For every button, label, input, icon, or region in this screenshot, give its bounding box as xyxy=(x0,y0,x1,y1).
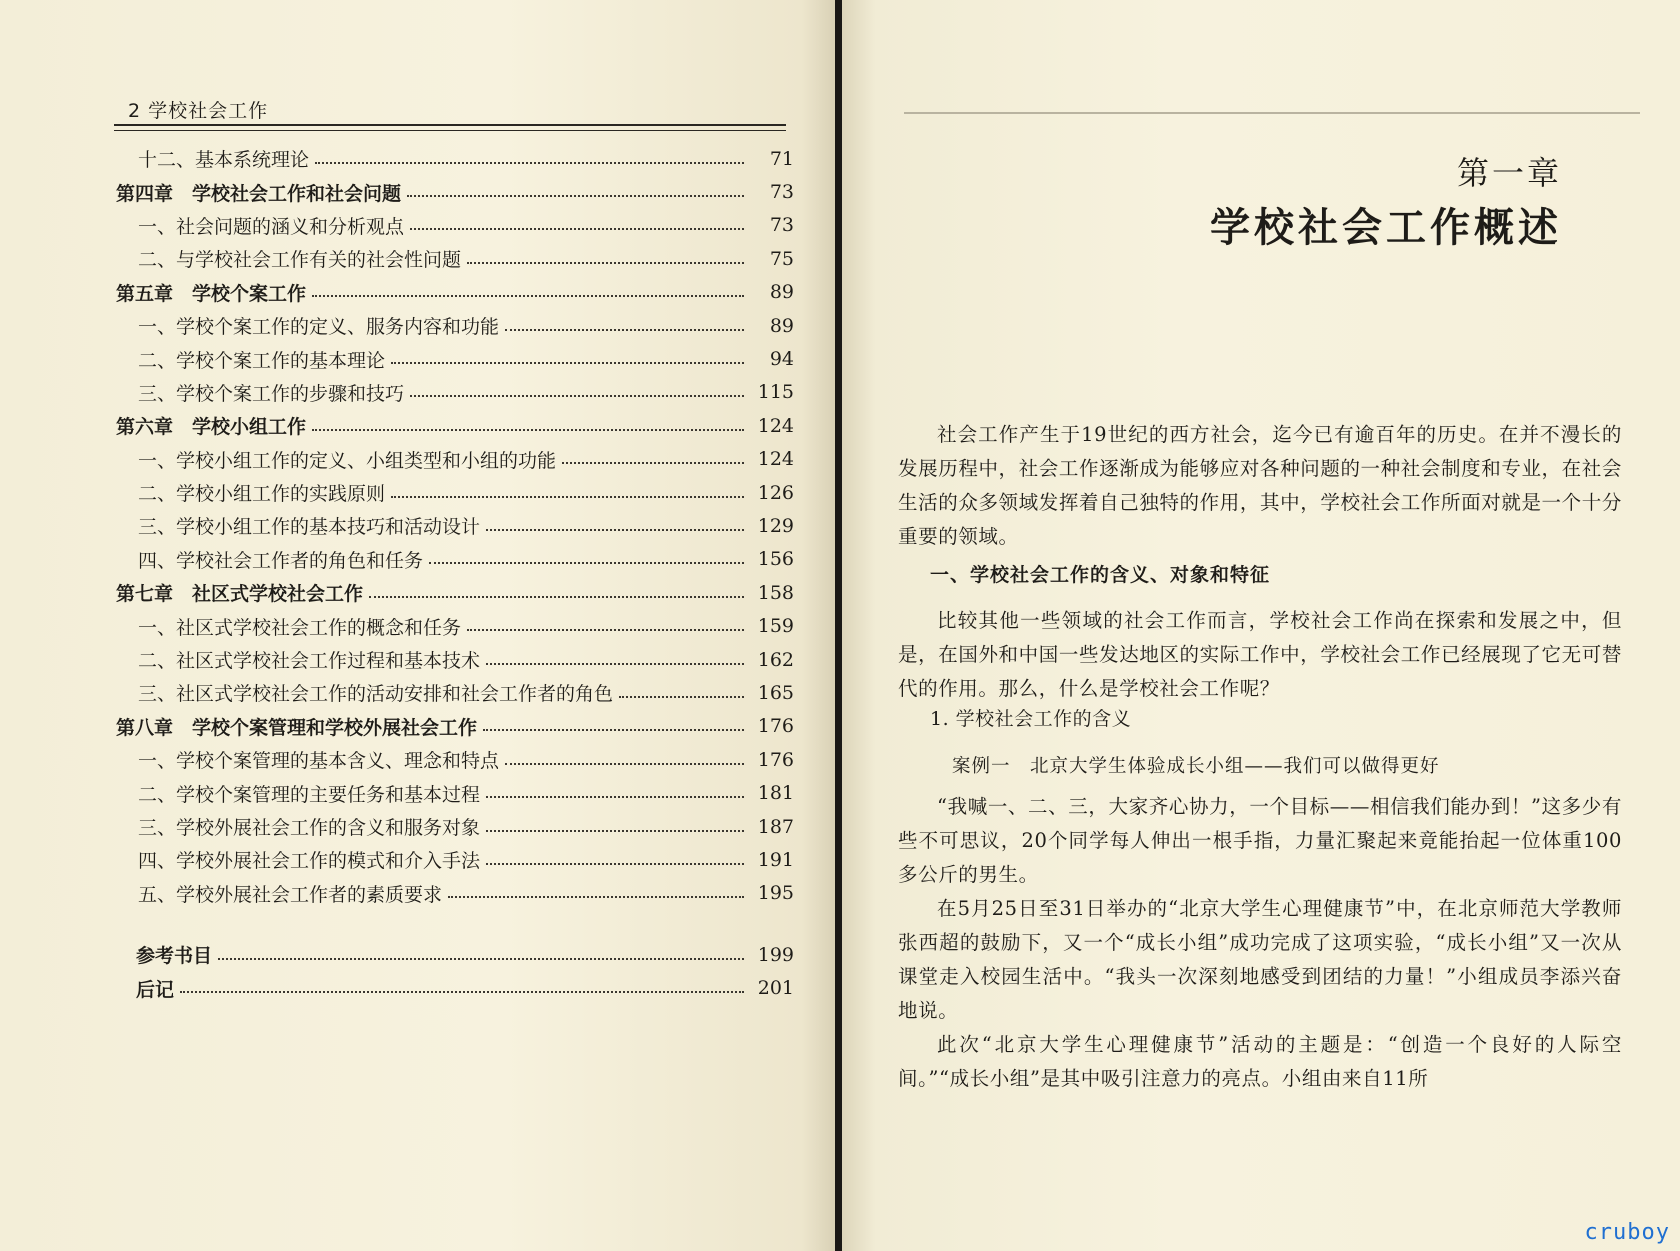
toc-chapter-row xyxy=(116,175,794,208)
toc-leader-dots xyxy=(483,729,744,731)
toc-entry-title: 一、社会问题的涵义和分析观点 xyxy=(138,215,405,238)
toc-leader-dots xyxy=(486,830,744,832)
toc-page-number: 75 xyxy=(769,247,794,270)
watermark: cruboy xyxy=(1584,1220,1670,1245)
chapter-label: 第一章 xyxy=(1456,154,1562,192)
intro-paragraph-block xyxy=(898,418,1622,554)
toc-leader-dots xyxy=(410,395,744,397)
toc-leader-dots xyxy=(391,362,744,364)
table-of-contents xyxy=(116,142,794,1005)
toc-entry-title: 后记 xyxy=(136,978,175,1001)
subheading: 1. 学校社会工作的含义 xyxy=(930,708,1132,730)
toc-leader-dots xyxy=(562,462,744,464)
toc-chapter-row xyxy=(116,276,794,309)
toc-section-row xyxy=(116,776,794,809)
toc-leader-dots xyxy=(467,262,744,264)
case-paragraph-3: 此次“北京大学生心理健康节”活动的主题是：“创造一个良好的人际空间。”“成长小组”是其中吸引注意力的亮点。小组由来自11所 xyxy=(898,1033,1622,1090)
toc-leader-dots xyxy=(448,896,744,898)
toc-entry-title: 第七章 社区式学校社会工作 xyxy=(116,583,364,606)
toc-entry-title: 二、学校小组工作的实践原则 xyxy=(138,483,386,506)
toc-entry-title: 一、学校小组工作的定义、小组类型和小组的功能 xyxy=(138,449,557,472)
case-body xyxy=(898,790,1622,1096)
toc-entry-title: 二、与学校社会工作有关的社会性问题 xyxy=(138,249,462,272)
toc-page-number: 176 xyxy=(757,715,794,738)
toc-page-number: 176 xyxy=(757,748,794,771)
toc-leader-dots xyxy=(467,629,744,631)
toc-section-row xyxy=(116,209,794,242)
toc-entry-title: 一、社区式学校社会工作的概念和任务 xyxy=(138,616,462,639)
toc-leader-dots xyxy=(180,991,744,993)
toc-leader-dots xyxy=(486,529,744,531)
toc-page-number: 201 xyxy=(757,977,794,1000)
case-paragraph-2: 在5月25日至31日举办的“北京大学生心理健康节”中，在北京师范大学教师张西超的鼓励下，又一个“成长小组”成功完成了这项实验，“成长小组”又一次从课堂走入校园生活中。“我头一次深刻地感受到团结的力量！”小组成员李添兴奋地说。 xyxy=(898,897,1622,1022)
toc-leader-dots xyxy=(486,863,744,865)
section-heading: 一、学校社会工作的含义、对象和特征 xyxy=(930,564,1271,586)
toc-section-row xyxy=(116,376,794,409)
toc-section-row xyxy=(116,676,794,709)
toc-page-number: 94 xyxy=(769,348,794,371)
toc-leader-dots xyxy=(619,696,744,698)
toc-entry-title: 三、社区式学校社会工作的活动安排和社会工作者的角色 xyxy=(138,683,614,706)
toc-section-row xyxy=(116,543,794,576)
toc-page-number: 73 xyxy=(769,214,794,237)
toc-entry-title: 一、学校个案管理的基本含义、理念和特点 xyxy=(138,750,500,773)
toc-entry-title: 第六章 学校小组工作 xyxy=(116,416,307,439)
toc-page-number: 71 xyxy=(769,147,794,170)
toc-leader-dots xyxy=(391,496,744,498)
toc-entry-title: 三、学校个案工作的步骤和技巧 xyxy=(138,382,405,405)
toc-page-number: 181 xyxy=(757,782,794,805)
toc-leader-dots xyxy=(505,329,744,331)
toc-section-row xyxy=(116,743,794,776)
toc-leader-dots xyxy=(486,663,744,665)
toc-gap xyxy=(116,910,794,938)
toc-page-number: 187 xyxy=(757,815,794,838)
toc-backmatter-row xyxy=(116,938,794,971)
toc-section-row xyxy=(116,342,794,375)
toc-page-number: 199 xyxy=(757,943,794,966)
toc-page-number: 129 xyxy=(757,514,794,537)
toc-leader-dots xyxy=(369,596,744,598)
toc-section-row xyxy=(116,443,794,476)
toc-page-number: 156 xyxy=(757,548,794,571)
toc-entry-title: 四、学校外展社会工作的模式和介入手法 xyxy=(138,850,481,873)
toc-entry-title: 二、社区式学校社会工作过程和基本技术 xyxy=(138,650,481,673)
toc-section-row xyxy=(116,476,794,509)
case-title: 案例一 北京大学生体验成长小组——我们可以做得更好 xyxy=(952,756,1440,777)
toc-leader-dots xyxy=(407,195,744,197)
toc-section-row xyxy=(116,877,794,910)
toc-chapter-row xyxy=(116,576,794,609)
toc-leader-dots xyxy=(505,763,744,765)
toc-leader-dots xyxy=(315,162,744,164)
toc-page-number: 159 xyxy=(757,615,794,638)
toc-entry-title: 第八章 学校个案管理和学校外展社会工作 xyxy=(116,716,478,739)
header-rule xyxy=(114,124,786,131)
toc-entry-title: 四、学校社会工作者的角色和任务 xyxy=(138,549,424,572)
running-head: 2 学校社会工作 xyxy=(128,100,269,122)
toc-entry-title: 五、学校外展社会工作者的素质要求 xyxy=(138,883,443,906)
toc-page-number: 124 xyxy=(757,414,794,437)
faint-header-rule xyxy=(904,112,1640,114)
left-page xyxy=(0,0,835,1251)
intro-paragraph: 社会工作产生于19世纪的西方社会，迄今已有逾百年的历史。在并不漫长的发展历程中，社会工作逐渐成为能够应对各种问题的一种社会制度和专业，在社会生活的众多领域发挥着自己独特的作用，其中，学校社会工作所面对就是一个十分重要的领域。 xyxy=(898,423,1622,548)
toc-page-number: 126 xyxy=(757,481,794,504)
toc-chapter-row xyxy=(116,710,794,743)
toc-section-row xyxy=(116,609,794,642)
toc-section-row xyxy=(116,509,794,542)
toc-entry-title: 三、学校外展社会工作的含义和服务对象 xyxy=(138,817,481,839)
toc-page-number: 73 xyxy=(769,181,794,204)
toc-entry-title: 三、学校小组工作的基本技巧和活动设计 xyxy=(138,516,481,539)
toc-leader-dots xyxy=(218,958,744,960)
toc-leader-dots xyxy=(429,562,744,564)
toc-leader-dots xyxy=(410,228,744,230)
toc-backmatter-row xyxy=(116,971,794,1004)
chapter-title: 学校社会工作概述 xyxy=(1210,205,1562,251)
toc-entry-title: 一、学校个案工作的定义、服务内容和功能 xyxy=(138,316,500,339)
section-paragraph-block xyxy=(898,604,1622,706)
toc-page-number: 165 xyxy=(757,681,794,704)
toc-entry-title: 第四章 学校社会工作和社会问题 xyxy=(116,182,402,205)
toc-page-number: 195 xyxy=(757,882,794,905)
toc-section-row xyxy=(116,309,794,342)
toc-section-row xyxy=(116,643,794,676)
toc-page-number: 89 xyxy=(769,281,794,304)
toc-entry-title: 二、学校个案管理的主要任务和基本过程 xyxy=(138,783,481,806)
toc-page-number: 191 xyxy=(757,848,794,871)
toc-entry-title: 参考书目 xyxy=(136,945,213,968)
toc-chapter-row xyxy=(116,409,794,442)
case-paragraph-1: “我喊一、二、三，大家齐心协力，一个目标——相信我们能办到！”这多少有些不可思议，20个同学每人伸出一根手指，力量汇聚起来竟能抬起一位体重100多公斤的男生。 xyxy=(898,795,1622,886)
section-paragraph: 比较其他一些领域的社会工作而言，学校社会工作尚在探索和发展之中，但是，在国外和中国一些发达地区的实际工作中，学校社会工作已经展现了它无可替代的作用。那么，什么是学校社会工作呢？ xyxy=(898,609,1622,700)
toc-page-number: 158 xyxy=(757,581,794,604)
toc-leader-dots xyxy=(486,796,744,798)
toc-section-row xyxy=(116,242,794,275)
toc-entry-title: 第五章 学校个案工作 xyxy=(116,282,307,305)
toc-page-number: 124 xyxy=(757,448,794,471)
right-page xyxy=(842,0,1680,1251)
toc-entry-title: 十二、基本系统理论 xyxy=(138,149,310,172)
toc-page-number: 162 xyxy=(757,648,794,671)
toc-section-row xyxy=(116,843,794,876)
toc-section-row xyxy=(116,810,794,843)
toc-page-number: 115 xyxy=(757,381,794,404)
toc-leader-dots xyxy=(312,295,744,297)
toc-page-number: 89 xyxy=(769,314,794,337)
toc-leader-dots xyxy=(312,429,744,431)
toc-section-row xyxy=(116,142,794,175)
toc-entry-title: 二、学校个案工作的基本理论 xyxy=(138,349,386,372)
